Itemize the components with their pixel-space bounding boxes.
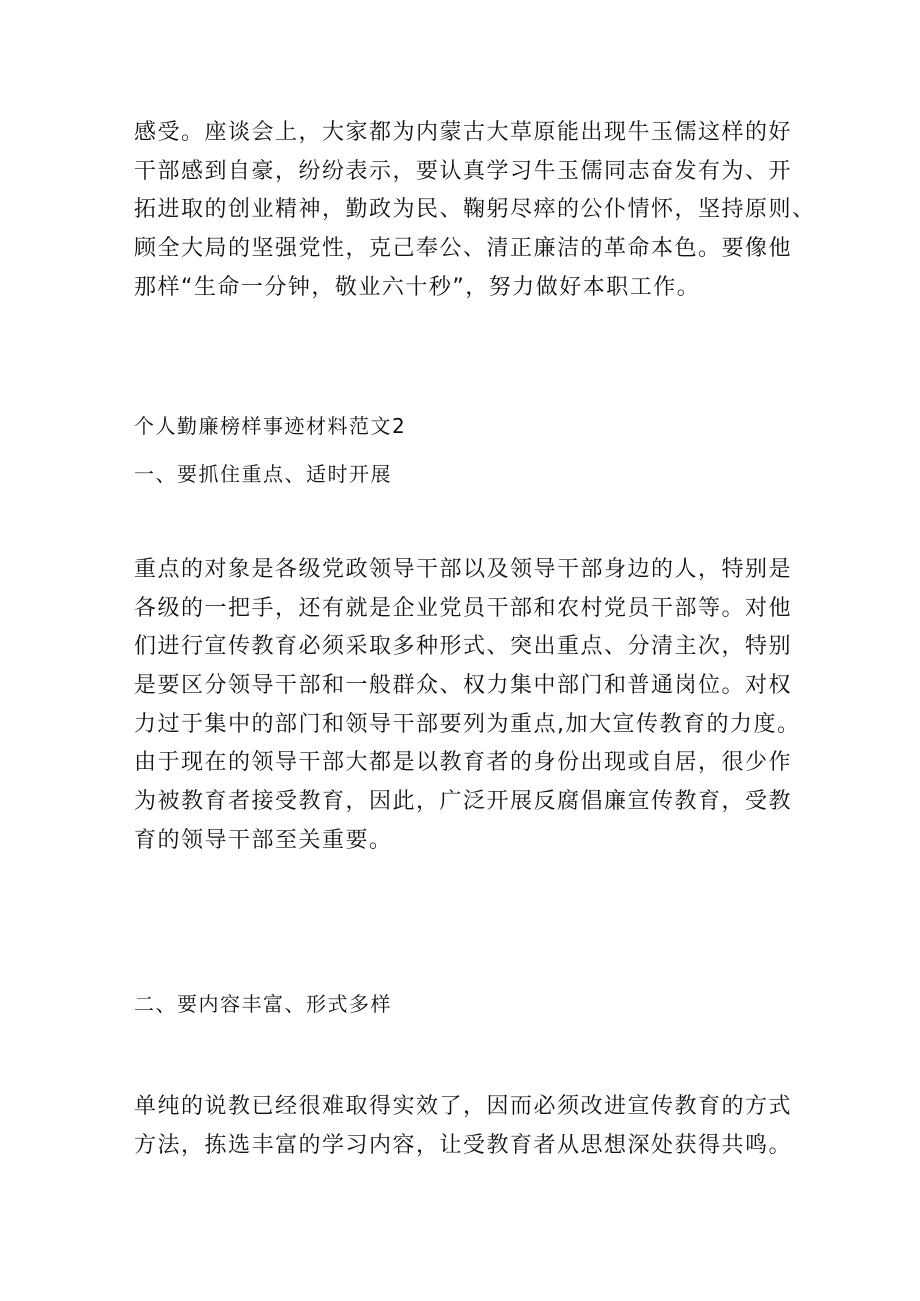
paragraph-line: 感受。座谈会上，大家都为内蒙古大草原能出现牛玉儒这样的好 xyxy=(134,120,793,145)
paragraph-line: 顾全大局的坚强党性，克己奉公、清正廉洁的革命本色。要像他 xyxy=(134,236,793,262)
paragraph-line: 那样“生命一分钟，敬业六十秒”，努力做好本职工作。 xyxy=(134,274,701,300)
paragraph-line: 拓进取的创业精神，勤政为民、鞠躬尽瘁的公仆情怀，坚持原则、 xyxy=(134,197,816,223)
paragraph-line: 各级的一把手，还有就是企业党员干部和农村党员干部等。对他 xyxy=(134,595,793,621)
paragraph-line: 单纯的说教已经很难取得实效了，因而必须改进宣传教育的方式 xyxy=(134,1094,793,1119)
paragraph-line: 方法，拣选丰富的学习内容，让受教育者从思想深处获得共鸣。 xyxy=(134,1132,793,1158)
section-heading: 二、要内容丰富、形式多样 xyxy=(134,992,392,1016)
paragraph-line: 是要区分领导干部和一般群众、权力集中部门和普通岗位。对权 xyxy=(134,673,793,699)
paragraph-line: 们进行宣传教育必须采取多种形式、突出重点、分清主次，特别 xyxy=(134,634,793,660)
paragraph-line: 力过于集中的部门和领导干部要列为重点,加大宣传教育的力度。 xyxy=(134,711,801,737)
paragraph-3 xyxy=(134,1088,794,1165)
paragraph-line: 由于现在的领导干部大都是以教育者的身份出现或自居，很少作 xyxy=(134,750,793,776)
section-title: 个人勤廉榜样事迹材料范文2 xyxy=(134,414,407,438)
heading-1 xyxy=(134,456,794,492)
paragraph-line: 为被教育者接受教育，因此，广泛开展反腐倡廉宣传教育，受教 xyxy=(134,789,793,815)
paragraph-line: 育的领导干部至关重要。 xyxy=(134,827,393,853)
section-heading: 一、要抓住重点、适时开展 xyxy=(134,462,392,486)
paragraph-line: 重点的对象是各级党政领导干部以及领导干部身边的人，特别是 xyxy=(134,557,793,582)
document-title xyxy=(134,408,794,444)
paragraph-line: 干部感到自豪，纷纷表示，要认真学习牛玉儒同志奋发有为、开 xyxy=(134,158,793,184)
paragraph-1 xyxy=(134,114,816,307)
paragraph-2 xyxy=(134,551,801,861)
heading-2 xyxy=(134,986,794,1022)
